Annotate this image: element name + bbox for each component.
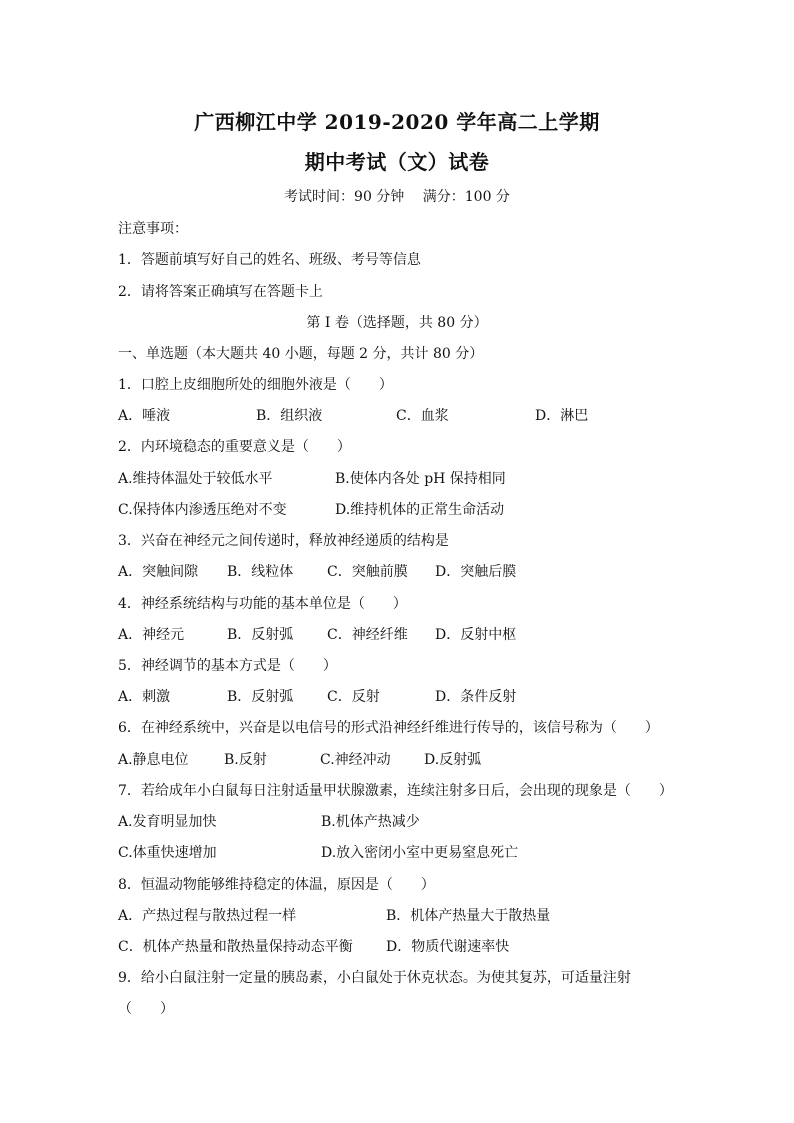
question-stem: 8．恒温动物能够维持稳定的体温，原因是（ ） xyxy=(118,877,435,893)
option-d: D.维持机体的正常生命活动 xyxy=(335,502,505,518)
option-d: D．反射中枢 xyxy=(435,627,517,643)
question-stem: 6．在神经系统中，兴奋是以电信号的形式沿神经纤维进行传导的，该信号称为（ ） xyxy=(118,720,659,736)
option-c: C.保持体内渗透压绝对不变 xyxy=(118,502,287,518)
notes-heading: 注意事项： xyxy=(118,221,188,237)
option-b: B.机体产热减少 xyxy=(321,814,420,830)
option-d: D．淋巴 xyxy=(535,408,589,424)
option-a: A.静息电位 xyxy=(118,752,189,768)
option-d: D.放入密闭小室中更易窒息死亡 xyxy=(321,845,519,861)
option-d: D.反射弧 xyxy=(424,752,482,768)
exam-title-line2: 期中考试（文）试卷 xyxy=(304,150,490,174)
option-a: A.维持体温处于较低水平 xyxy=(118,471,273,487)
option-b: B．反射弧 xyxy=(227,627,294,643)
option-a: A.发育明显加快 xyxy=(118,814,217,830)
question-stem: 5．神经调节的基本方式是（ ） xyxy=(118,658,337,674)
option-b: B．组织液 xyxy=(256,408,323,424)
option-c: C．神经纤维 xyxy=(327,627,408,643)
option-c: C．血浆 xyxy=(396,408,449,424)
question-stem: 3．兴奋在神经元之间传递时，释放神经递质的结构是 xyxy=(118,533,449,549)
option-c: C．突触前膜 xyxy=(327,564,408,580)
option-b: B．机体产热量大于散热量 xyxy=(386,908,551,924)
section-title: 第 I 卷（选择题，共 80 分） xyxy=(306,315,488,331)
question-blank: （ ） xyxy=(118,1001,174,1017)
note-item: 1．答题前填写好自己的姓名、班级、考号等信息 xyxy=(118,252,421,268)
option-c: C.体重快速增加 xyxy=(118,845,217,861)
option-d: D．条件反射 xyxy=(435,689,517,705)
option-b: B．线粒体 xyxy=(227,564,294,580)
option-d: D．突触后膜 xyxy=(435,564,517,580)
question-stem: 1．口腔上皮细胞所处的细胞外液是（ ） xyxy=(118,377,393,393)
option-b: B.使体内各处 pH 保持相同 xyxy=(335,471,506,487)
question-stem: 9．给小白鼠注射一定量的胰岛素，小白鼠处于休克状态。为使其复苏，可适量注射 xyxy=(118,970,631,986)
exam-info: 考试时间：90 分钟 满分：100 分 xyxy=(284,189,510,205)
option-b: B.反射 xyxy=(224,752,267,768)
exam-title-line1: 广西柳江中学 2019-2020 学年高二上学期 xyxy=(194,110,600,134)
option-c: C．机体产热量和散热量保持动态平衡 xyxy=(118,939,353,955)
option-a: A．产热过程与散热过程一样 xyxy=(118,908,297,924)
option-a: A．突触间隙 xyxy=(118,564,199,580)
option-b: B．反射弧 xyxy=(227,689,294,705)
option-c: C.神经冲动 xyxy=(320,752,391,768)
question-stem: 7．若给成年小白鼠每日注射适量甲状腺激素，连续注射多日后，会出现的现象是（ ） xyxy=(118,783,673,799)
question-stem: 4．神经系统结构与功能的基本单位是（ ） xyxy=(118,596,407,612)
note-item: 2．请将答案正确填写在答题卡上 xyxy=(118,284,323,300)
option-d: D．物质代谢速率快 xyxy=(386,939,510,955)
question-stem: 2．内环境稳态的重要意义是（ ） xyxy=(118,439,351,455)
option-a: A．神经元 xyxy=(118,627,185,643)
section-subheading: 一、单选题（本大题共 40 小题，每题 2 分，共计 80 分） xyxy=(118,346,484,362)
option-c: C．反射 xyxy=(327,689,380,705)
option-a: A．刺激 xyxy=(118,689,171,705)
option-a: A．唾液 xyxy=(118,408,171,424)
